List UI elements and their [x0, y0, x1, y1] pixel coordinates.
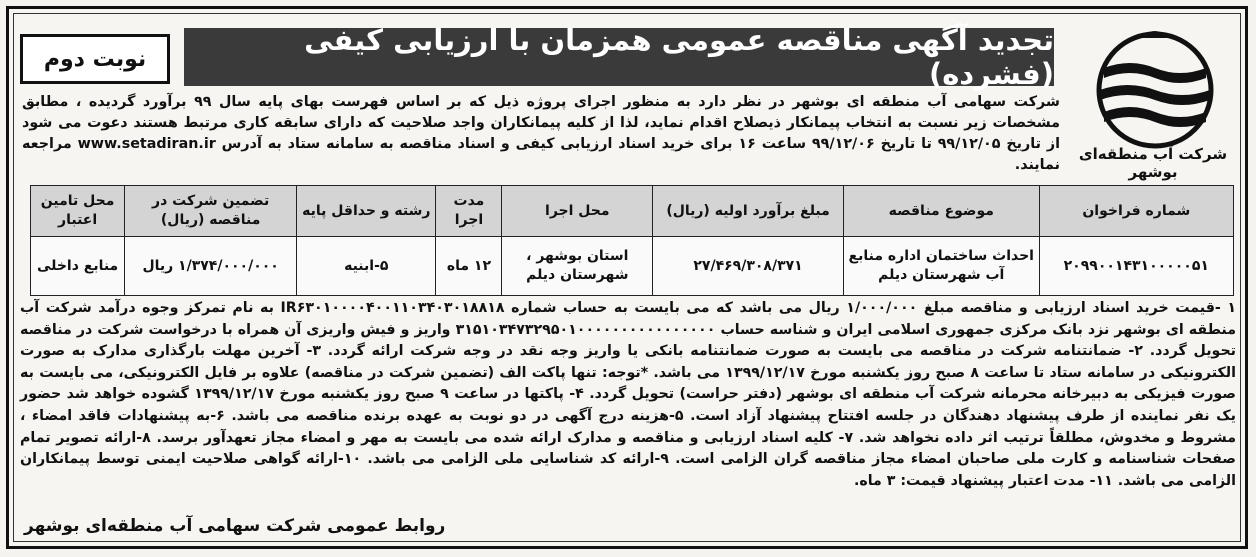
cell-guarantee: ۱/۳۷۴/۰۰۰/۰۰۰ ریال — [125, 237, 297, 296]
table-header-row — [31, 186, 1234, 237]
round-label: نوبت دوم — [43, 46, 147, 72]
tender-table — [30, 185, 1234, 296]
header-guarantee: تضمین شرکت در مناقصه (ریال) — [125, 186, 297, 237]
header-location: محل اجرا — [502, 186, 653, 237]
header-subject: موضوع مناقصه — [843, 186, 1039, 237]
header-call-number: شماره فراخوان — [1039, 186, 1233, 237]
header-duration: مدت اجرا — [436, 186, 502, 237]
cell-grade: ۵-ابنیه — [297, 237, 436, 296]
cell-subject: احداث ساختمان اداره منابع آب شهرستان دیلم — [843, 237, 1039, 296]
public-relations-signature: روابط عمومی شرکت سهامی آب منطقه‌ای بوشهر — [24, 516, 446, 536]
header-funding: محل تامین اعتبار — [31, 186, 125, 237]
header-grade: رشته و حداقل پایه — [297, 186, 436, 237]
cell-call-number: ۲۰۹۹۰۰۱۴۳۱۰۰۰۰۰۵۱ — [1039, 237, 1233, 296]
table-row — [31, 237, 1234, 296]
header-estimate: مبلغ برآورد اولیه (ریال) — [653, 186, 844, 237]
cell-duration: ۱۲ ماه — [436, 237, 502, 296]
notice-title: تجدید آگهی مناقصه عمومی همزمان با ارزیابی کیفی (فشرده) — [304, 23, 1054, 91]
logo-caption: شرکت آب منطقه‌ای بوشهر — [1078, 145, 1228, 181]
title-banner — [184, 23, 1054, 91]
conditions-paragraph: ۱ -قیمت خرید اسناد ارزیابی و مناقصه مبلغ ۱/۰۰۰/۰۰۰ ریال می باشد که می بایست به حساب شماره IR۶۳۰۱۰۰۰۰۴۰۰۱۱۰۳۴۰۳۰۱۸۸۱۸ به نام تمرکز وجوه درآمد شرکت آب منطقه ای بوشهر نزد بانک مرکزی جمهوری اسلامی ایران و شناسه حساب ۳۱۵۱۰۳۴۷۳۲۹۵۰۱۰۰۰۰۰۰۰۰۰۰۰۰۰۰۰۰ واریز و فیش واریزی آن همراه با درخواست شرکت در مناقصه تحویل گردد. ۲- ضمانتنامه شرکت در مناقصه می بایست به صورت ضمانتنامه بانکی یا واریز وجه نقد در وجه شرکت ارائه گردد. ۳- آخرین مهلت بارگذاری مدارک به صورت الکترونیکی در سامانه ستاد تا ساعت ۸ صبح روز یکشنبه مورخ ۱۳۹۹/۱۲/۱۷ می باشد. *توجه: تنها پاکت الف (تضمین شرکت در مناقصه) علاوه بر فایل الکترونیکی، می بایست به صورت فیزیکی به دبیرخانه محرمانه شرکت آب منطقه ای بوشهر (دفتر حراست) تحویل گردد. ۴- پاکتها در ساعت ۹ صبح روز یکشنبه مورخ ۱۳۹۹/۱۲/۱۷ گشوده خواهد شد حضور یک نفر نماینده از طرف پیشنهاد دهندگان در جلسه افتتاح پیشنهاد آزاد است. ۵-هزینه درج آگهی در دو نوبت به عهده برنده مناقصه می باشد. ۶-به پیشنهادات فاقد امضاء ، مشروط و مخدوش، مطلقاً ترتیب اثر داده نخواهد شد. ۷- کلیه اسناد ارزیابی و مناقصه و مدارک ارائه شده می بایست به مهر و امضاء مجاز تعهدآور برسد. ۸-ارائه تصویر تمام صفحات شناسنامه و کارت ملی صاحبان امضاء مجاز مناقصه گران الزامی است. ۹-ارائه کد شناسایی ملی الزامی می باشد. ۱۰-ارائه گواهی صلاحیت ایمنی توسط پیمانکاران الزامی می باشد. ۱۱- مدت اعتبار پیشنهاد قیمت: ۳ ماه. — [20, 300, 1237, 489]
cell-estimate: ۲۷/۴۶۹/۳۰۸/۳۷۱ — [653, 237, 844, 296]
cell-location: استان بوشهر ، شهرستان دیلم — [502, 237, 653, 296]
round-badge — [20, 34, 170, 84]
cell-funding: منابع داخلی — [31, 237, 125, 296]
intro-paragraph: شرکت سهامی آب منطقه ای بوشهر در نظر دارد به منظور اجرای پروژه ذیل که بر اساس فهرست بهای پایه سال ۹۹ برآورد گردیده ، مطابق مشخصات زیر نسبت به انتخاب پیمانکار ذیصلاح اقدام نماید، لذا از کلیه پیمانکاران واجد صلاحیت که دارای سابقه کاری مرتبط هستند دعوت می شود از تاریخ ۹۹/۱۲/۰۵ تا تاریخ ۹۹/۱۲/۰۶ ساعت ۱۶ برای خرید اسناد ارزیابی کیفی و اسناد مناقصه به سامانه ستاد به آدرس www.setadiran.ir مراجعه نمایند. — [22, 94, 1061, 173]
